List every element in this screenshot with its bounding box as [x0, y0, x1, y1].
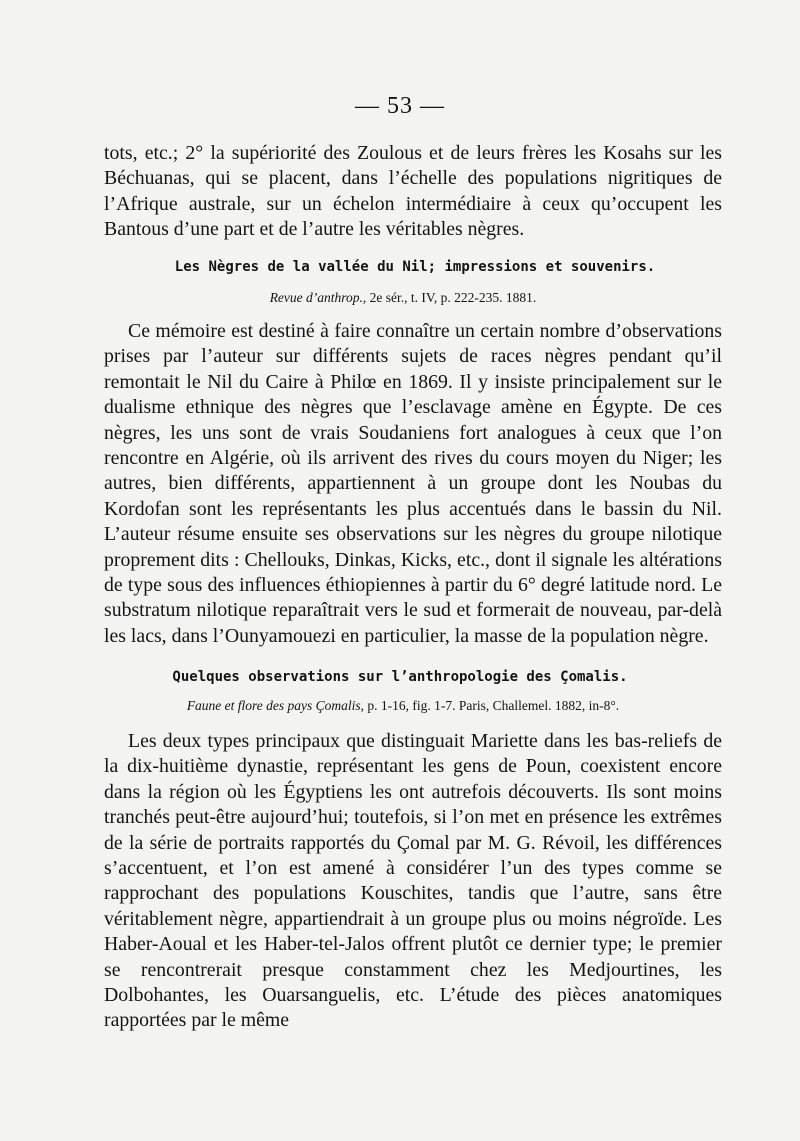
- citation-negres-nil: [0, 290, 800, 306]
- paragraph-continued: tots, etc.; 2° la supériorité des Zoulous et de leurs frères les Kosahs sur les Béchuanas, qui se placent, dans l’échelle des populations nigritiques de l’Afrique australe, sur un échelon intermédiaire à ceux qu’occupent les Bantous d’une part et de l’autre les véritables nègres.: [104, 142, 722, 241]
- paragraph-comalis: Les deux types principaux que distinguait Mariette dans les bas-reliefs de la dix-huitième dynastie, représentant les gens de Poun, coexistent encore dans la région où les Égyptiens les ont autrefois découverts. Ils sont moins tranchés peut-être aujourd’hui; toutefois, si l’on met en présence les extrêmes de la série de portraits rapportés du Çomal par M. G. Révoil, les différences s’accentuent, et l’on est amené à considérer l’un des types comme se rapprochant des populations Kouschites, tandis que l’autre, sans être véritablement nègre, appartiendrait à un groupe plus ou moins négroïde. Les Haber-Aoual et les Haber-tel-Jalos offrent plutôt ce dernier type; le premier se rencontrerait presque constamment chez les Medjourtines, les Dolbohantes, les Ouarsanguelis, etc. L’étude des pièces anatomiques rapportées par le même: [104, 730, 722, 1032]
- citation-details: , p. 1-16, fig. 1-7. Paris, Challemel. 1882, in-8°.: [360, 698, 620, 713]
- citation-details: , 2e sér., t. IV, p. 222-235. 1881.: [362, 290, 537, 305]
- paragraph-negres-nil: Ce mémoire est destiné à faire connaître un certain nombre d’observations prises par l’auteur sur différents sujets de races nègres pendant qu’il remontait le Nil du Caire à Philœ en 1869. Il y insiste principalement sur le dualisme ethnique des nègres que l’esclavage amène en Égypte. De ces nègres, les uns sont de vrais Soudaniens fort analogues à ceux que l’on rencontre en Algérie, où ils arrivent des rives du cours moyen du Niger; les autres, bien différents, appartiennent à un groupe dont les Noubas du Kordofan sont les représentants les plus accentués dans le bassin du Nil. L’auteur résume ensuite ses observations sur les nègres du groupe nilotique proprement dits : Chellouks, Dinkas, Kicks, etc., dont il signale les altérations de type sous des influences éthiopiennes à partir du 6° degré latitude nord. Le substratum nilotique reparaîtrait vers le sud et formerait de nouveau, par-delà les lacs, dans l’Ounyamouezi en particulier, la masse de la population nègre.: [104, 320, 722, 647]
- section-heading-negres-nil: Les Nègres de la vallée du Nil; impressions et souvenirs.: [174, 259, 656, 275]
- citation-source: Revue d’anthrop.: [269, 290, 363, 305]
- citation-comalis: [0, 698, 800, 714]
- page-number: — 53 —: [355, 93, 445, 119]
- section-heading-comalis: Quelques observations sur l’anthropologie des Çomalis.: [172, 669, 628, 685]
- citation-source: Faune et flore des pays Çomalis: [186, 698, 361, 713]
